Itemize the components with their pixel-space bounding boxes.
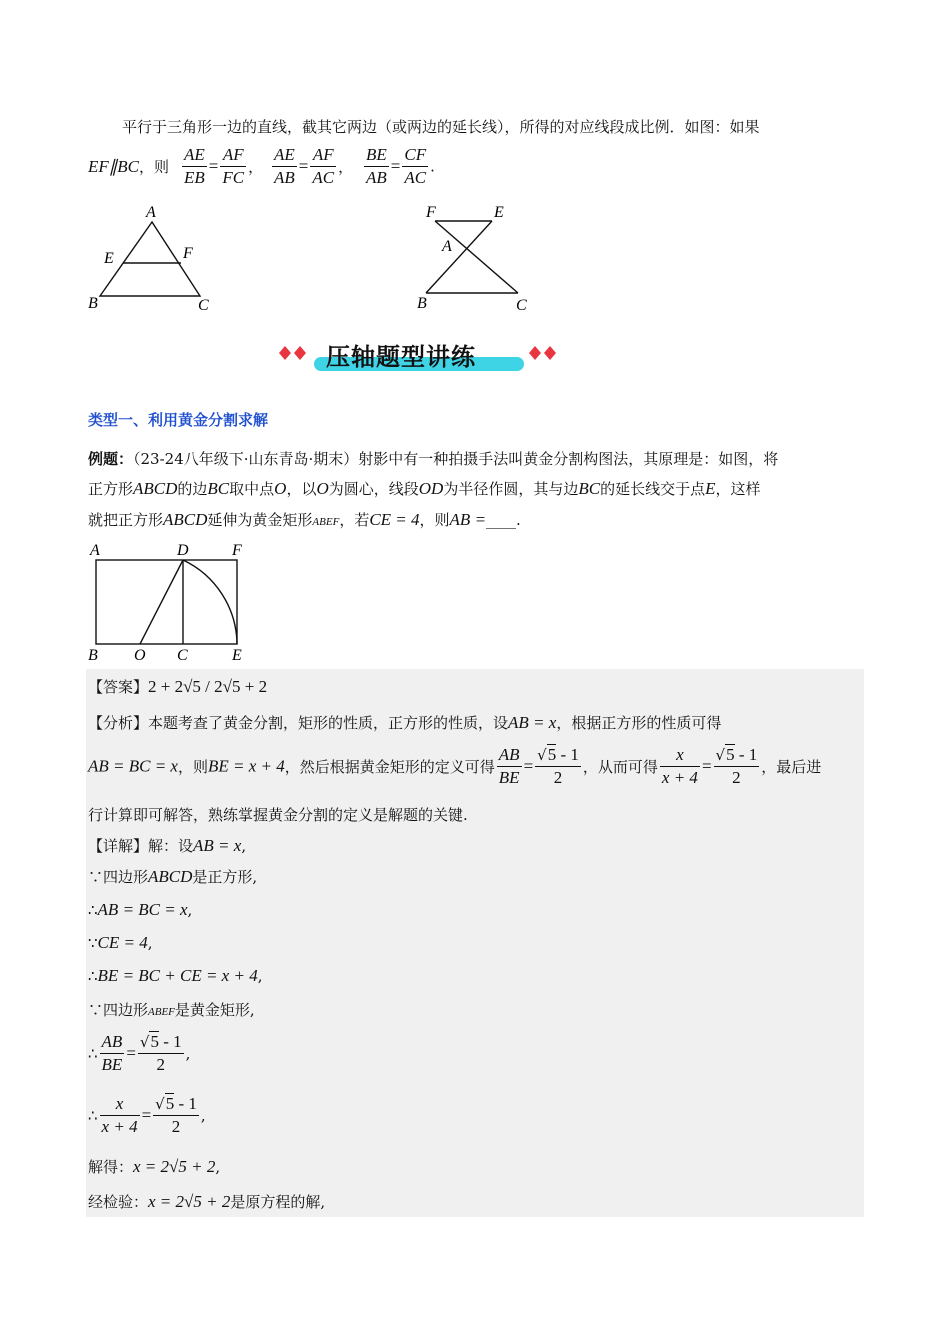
answer-value: 2 + 2√5 / 2√5 + 2: [148, 677, 268, 696]
ex-o-2: O: [316, 479, 329, 498]
check-label: 经检验：: [88, 1193, 149, 1211]
ex-t2h: ，这样: [715, 480, 761, 498]
ratio-1: $\frac{AE}{EB}$ = $\frac{AF}{FC}$ ，: [184, 145, 264, 187]
fig1-label-c: C: [198, 297, 209, 314]
ex-t3d: ，则: [419, 511, 450, 529]
analysis-t4: ，最后进: [761, 758, 822, 776]
detail-eq5: BE = BC + CE = x + 4: [97, 966, 258, 985]
ratio-1-num-2: AF: [220, 145, 246, 167]
ex-abef: ABEF: [312, 516, 340, 528]
ex-t3b: 延伸为黄金矩形: [207, 511, 313, 529]
theorem-text: 平行于三角形一边的直线，截其它两边（或两边的延长线），所得的对应线段成比例．如图：如果: [122, 118, 760, 136]
fig2-label-c: C: [516, 297, 527, 314]
therefore-2: ∴: [88, 967, 98, 985]
ex-t2e: 为圆心，线段: [328, 480, 419, 498]
detail-t6b: 是黄金矩形,: [174, 1001, 255, 1019]
analysis-then: ，则: [177, 758, 208, 776]
fig3-label-e: E: [232, 647, 242, 664]
ratio-2-den-2: AC: [312, 168, 335, 187]
detail-eq4: CE = 4: [97, 933, 148, 952]
ratio-3: $\frac{BE}{AB}$ = $\frac{CF}{AC}$ .: [366, 145, 435, 187]
example-line-3: [88, 509, 521, 533]
theorem-formula-row: [88, 146, 170, 176]
fig3-label-b: B: [88, 647, 98, 664]
ratio-3-num-1: BE: [364, 145, 389, 167]
detail-line-1: 【详解】解：设AB = x,: [88, 836, 247, 855]
detail-line-5: ∴BE = BC + CE = x + 4,: [88, 966, 263, 985]
detail-line-3: ∴AB = BC = x,: [88, 900, 193, 919]
fig2-label-b: B: [417, 295, 427, 312]
banner-title: 压轴题型讲练: [326, 343, 476, 371]
ex-bc: BC: [207, 479, 230, 498]
ex-t2a: 正方形: [88, 480, 134, 498]
ratio-2-num-1: AE: [272, 145, 297, 167]
example-text-1: （23-24八年级下·山东青岛·期末）射影中有一种拍摄手法叫黄金分割构图法，其原理是：如图，将: [133, 450, 779, 468]
ex-o: O: [274, 479, 287, 498]
analysis-t3: ，从而可得: [582, 758, 658, 776]
fig3-label-a: A: [90, 542, 100, 559]
analysis-t1b: ，根据正方形的性质可得: [556, 714, 722, 732]
detail-t1: 解：设: [148, 837, 194, 855]
detail-line-6: [88, 999, 255, 1023]
ex-e: E: [705, 479, 716, 498]
detail-check: [88, 1191, 325, 1213]
ex-t3c: ，若: [339, 511, 370, 529]
example-label: 例题：: [88, 450, 134, 468]
fig3-label-o: O: [134, 647, 146, 664]
detail-eq1: AB = x: [193, 836, 242, 855]
section-title: 类型一、利用黄金分割求解: [88, 411, 269, 429]
because-1: ∵: [88, 934, 98, 952]
analysis-line-2: AB = BC = x，则BE = x + 4，然后根据黄金矩形的定义可得 $\frac{AB}{BE}$ = $\frac{√5 - 1}{2}$ ，从而可得 $\frac{x}{x + 4}$ = $\frac{√5 - 1}{2}$ ，最后进: [88, 745, 822, 787]
analysis-eq1: AB = x: [508, 713, 557, 732]
analysis-label: 【分析】: [88, 714, 149, 732]
parallel-condition: EF∥BC: [88, 157, 139, 176]
ex-t2d: ，以: [286, 480, 317, 498]
analysis-t1: 本题考查了黄金分割，矩形的性质，正方形的性质，设: [148, 714, 509, 732]
therefore-1: ∴: [88, 901, 98, 919]
figure-golden-rectangle: [82, 538, 262, 666]
check-eq: x = 2√5 + 2: [148, 1192, 231, 1211]
detail-line-7: ∴ $\frac{AB}{BE}$ = $\frac{√5 - 1}{2}$ ,: [88, 1032, 191, 1074]
ex-abcd-2: ABCD: [163, 510, 208, 529]
ratio-2: $\frac{AE}{AB}$ = $\frac{AF}{AC}$ ，: [274, 145, 354, 187]
fig2-label-a: A: [442, 238, 452, 255]
ratio-3-num-2: CF: [402, 145, 428, 167]
analysis-line-3: 行计算即可解答，熟练掌握黄金分割的定义是解题的关键.: [88, 806, 468, 824]
example-line-1: [88, 448, 778, 470]
detail-t6: ∵四边形: [88, 1001, 149, 1019]
ratio-1-num-1: AE: [182, 145, 207, 167]
fig2-label-e: E: [494, 204, 504, 221]
diamond-left-icon: [278, 345, 312, 363]
fig1-label-e: E: [104, 250, 114, 267]
ex-ce4: CE = 4: [369, 510, 420, 529]
answer-label: 【答案】: [88, 678, 149, 696]
solve-label: 解得：: [88, 1158, 134, 1176]
analysis-t2: ，然后根据黄金矩形的定义可得: [284, 758, 495, 776]
ex-t2g: 的延长线交于点: [600, 480, 706, 498]
ex-t2b: 的边: [177, 480, 208, 498]
ex-abcd: ABCD: [133, 479, 178, 498]
ex-bc-2: BC: [578, 479, 601, 498]
analysis-eq2: AB = BC = x: [88, 756, 178, 776]
detail-t2: ∵四边形: [88, 868, 149, 886]
check-text: 是原方程的解,: [230, 1193, 326, 1211]
fig1-label-f: F: [183, 245, 193, 262]
banner: [278, 335, 563, 377]
detail-line-2: [88, 866, 257, 888]
analysis-eq3: BE = x + 4: [208, 756, 285, 776]
answer-line: [88, 676, 267, 698]
ratio-3-den-2: AC: [404, 168, 427, 187]
then-text: ，则: [139, 158, 170, 176]
therefore-3: ∴: [88, 1044, 98, 1063]
fig1-label-b: B: [88, 295, 98, 312]
detail-eq3: AB = BC = x: [97, 900, 188, 919]
ex-t2c: 取中点: [229, 480, 275, 498]
analysis-line-1: [88, 712, 721, 734]
ratio-2-den-1: AB: [274, 168, 295, 187]
answer-blank: ____.: [486, 511, 521, 529]
detail-line-8: ∴ $\frac{x}{x + 4}$ = $\frac{√5 - 1}{2}$ ,: [88, 1094, 206, 1136]
example-line-2: [88, 478, 761, 500]
ratio-1-den-2: FC: [222, 168, 245, 187]
ratio-3-den-1: AB: [366, 168, 387, 187]
detail-abef: ABEF: [148, 1006, 175, 1018]
therefore-4: ∴: [88, 1106, 98, 1125]
solve-eq: x = 2√5 + 2: [133, 1157, 216, 1176]
fig2-label-f: F: [426, 204, 436, 221]
ex-t3a: 就把正方形: [88, 511, 164, 529]
ex-od: OD: [418, 479, 444, 498]
detail-label: 【详解】: [88, 837, 149, 855]
detail-abcd: ABCD: [148, 867, 193, 886]
ex-ab: AB =: [449, 510, 487, 529]
detail-t2b: 是正方形,: [192, 868, 258, 886]
ratio-1-den-1: EB: [184, 168, 205, 187]
detail-solve: 解得：x = 2√5 + 2,: [88, 1157, 221, 1176]
fig3-label-c: C: [177, 647, 188, 664]
detail-line-4: ∵CE = 4,: [88, 933, 153, 952]
figure-triangle-parallel: [80, 200, 230, 320]
fig3-label-f: F: [232, 542, 242, 559]
diamond-right-icon: [528, 345, 562, 363]
fig1-label-a: A: [146, 204, 156, 221]
ex-t2f: 为半径作圆，其与边: [443, 480, 579, 498]
figure-hourglass: [410, 200, 540, 320]
fig3-label-d: D: [177, 542, 189, 559]
ratio-2-num-2: AF: [310, 145, 336, 167]
